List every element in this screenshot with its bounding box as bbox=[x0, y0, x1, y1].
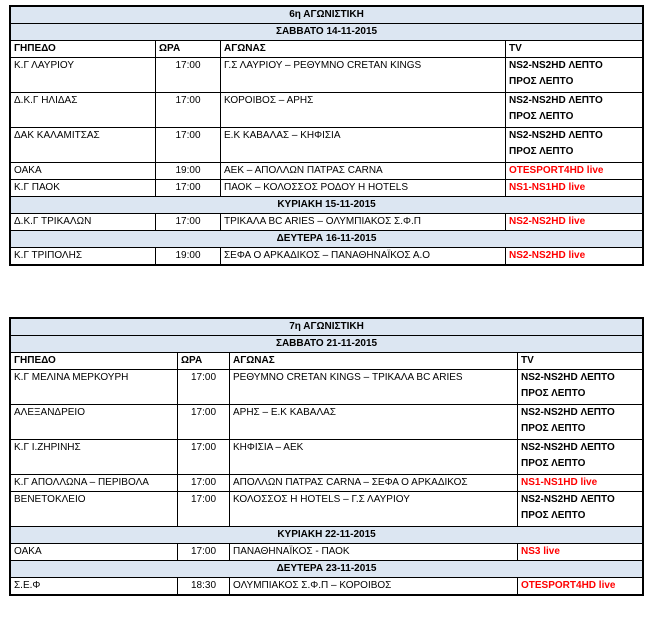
venue-cell: ΟΑΚΑ bbox=[11, 163, 156, 180]
tv-cell bbox=[518, 578, 643, 595]
table-row bbox=[11, 214, 643, 231]
tv-cell bbox=[518, 475, 643, 492]
time-cell: 17:00 bbox=[156, 214, 221, 231]
venue-cell: Δ.Κ.Γ ΗΛΙΔΑΣ bbox=[11, 93, 156, 128]
column-header-venue: ΓΗΠΕΔΟ bbox=[11, 41, 156, 58]
tv-channel: OTESPORT4HD live bbox=[521, 580, 616, 591]
time-cell: 17:00 bbox=[178, 544, 230, 561]
week7-schedule-table bbox=[10, 318, 643, 595]
day-header: ΔΕΥΤΕΡΑ 16-11-2015 bbox=[11, 231, 643, 248]
venue-cell: Κ.Γ ΠΑΟΚ bbox=[11, 180, 156, 197]
column-header-tv: TV bbox=[518, 353, 643, 370]
table-row bbox=[11, 475, 643, 492]
time-cell: 17:00 bbox=[156, 180, 221, 197]
tv-channel: OTESPORT4HD live bbox=[509, 165, 604, 176]
tv-channel: NS1-NS1HD live bbox=[509, 182, 586, 193]
tv-cell bbox=[518, 370, 643, 405]
venue-cell: ΟΑΚΑ bbox=[11, 544, 178, 561]
tv-channel: NS1-NS1HD live bbox=[521, 477, 598, 488]
day-header: ΚΥΡΙΑΚΗ 22-11-2015 bbox=[11, 527, 643, 544]
time-cell: 17:00 bbox=[178, 370, 230, 405]
tv-cell bbox=[506, 214, 643, 231]
tv-cell bbox=[518, 544, 643, 561]
tv-channel-note: ΠΡΟΣ ΛΕΠΤΟ bbox=[521, 388, 586, 399]
table-row bbox=[11, 163, 643, 180]
tv-channel: NS2-NS2HD ΛΕΠΤΟ bbox=[521, 442, 615, 453]
venue-cell: Κ.Γ ΜΕΛΙΝΑ ΜΕΡΚΟΥΡΗ bbox=[11, 370, 178, 405]
match-cell: ΚΟΛΟΣΣΟΣ Η HOTELS – Γ.Σ ΛΑΥΡΙΟΥ bbox=[230, 492, 518, 527]
match-cell: ΚΗΦΙΣΙΑ – ΑΕΚ bbox=[230, 440, 518, 475]
day-header: ΣΑΒΒΑΤΟ 21-11-2015 bbox=[11, 336, 643, 353]
tv-cell bbox=[506, 248, 643, 265]
tv-cell bbox=[518, 492, 643, 527]
match-cell: ΠΑΝΑΘΗΝΑΪΚΟΣ - ΠΑΟΚ bbox=[230, 544, 518, 561]
tv-channel: NS2-NS2HD ΛΕΠΤΟ bbox=[521, 407, 615, 418]
match-cell: ΤΡΙΚΑΛΑ BC ARIES – ΟΛΥΜΠΙΑΚΟΣ Σ.Φ.Π bbox=[221, 214, 506, 231]
tv-cell bbox=[506, 93, 643, 128]
time-cell: 19:00 bbox=[156, 248, 221, 265]
table-row bbox=[11, 248, 643, 265]
time-cell: 17:00 bbox=[156, 93, 221, 128]
day-header: ΚΥΡΙΑΚΗ 15-11-2015 bbox=[11, 197, 643, 214]
tv-cell bbox=[506, 128, 643, 163]
tv-channel: NS3 live bbox=[521, 546, 560, 557]
table-row bbox=[11, 180, 643, 197]
venue-cell: Κ.Γ ΛΑΥΡΙΟΥ bbox=[11, 58, 156, 93]
tv-channel-note: ΠΡΟΣ ΛΕΠΤΟ bbox=[509, 76, 574, 87]
table-row bbox=[11, 578, 643, 595]
tv-channel: NS2-NS2HD ΛΕΠΤΟ bbox=[521, 494, 615, 505]
time-cell: 17:00 bbox=[178, 440, 230, 475]
tv-channel-note: ΠΡΟΣ ΛΕΠΤΟ bbox=[509, 146, 574, 157]
venue-cell: Σ.Ε.Φ bbox=[11, 578, 178, 595]
match-cell: Ε.Κ ΚΑΒΑΛΑΣ – ΚΗΦΙΣΙΑ bbox=[221, 128, 506, 163]
table-row bbox=[11, 58, 643, 93]
venue-cell: Κ.Γ ΤΡΙΠΟΛΗΣ bbox=[11, 248, 156, 265]
day-header: ΣΑΒΒΑΤΟ 14-11-2015 bbox=[11, 24, 643, 41]
column-header-venue: ΓΗΠΕΔΟ bbox=[11, 353, 178, 370]
venue-cell: ΑΛΕΞΑΝΔΡΕΙΟ bbox=[11, 405, 178, 440]
tv-cell bbox=[518, 405, 643, 440]
venue-cell: ΒΕΝΕΤΟΚΛΕΙΟ bbox=[11, 492, 178, 527]
venue-cell: Δ.Κ.Γ ΤΡΙΚΑΛΩΝ bbox=[11, 214, 156, 231]
tv-channel-note: ΠΡΟΣ ΛΕΠΤΟ bbox=[521, 510, 586, 521]
column-header-match: ΑΓΩΝΑΣ bbox=[221, 41, 506, 58]
tv-cell bbox=[506, 58, 643, 93]
column-header-time: ΩΡΑ bbox=[156, 41, 221, 58]
tv-cell bbox=[506, 163, 643, 180]
match-cell: ΑΡΗΣ – Ε.Κ ΚΑΒΑΛΑΣ bbox=[230, 405, 518, 440]
match-cell: ΟΛΥΜΠΙΑΚΟΣ Σ.Φ.Π – ΚΟΡΟΙΒΟΣ bbox=[230, 578, 518, 595]
tv-cell bbox=[506, 180, 643, 197]
table-row bbox=[11, 405, 643, 440]
time-cell: 18:30 bbox=[178, 578, 230, 595]
tv-cell bbox=[518, 440, 643, 475]
time-cell: 17:00 bbox=[178, 405, 230, 440]
table-row bbox=[11, 93, 643, 128]
tv-channel: NS2-NS2HD ΛΕΠΤΟ bbox=[509, 60, 603, 71]
column-header-tv: TV bbox=[506, 41, 643, 58]
time-cell: 17:00 bbox=[178, 475, 230, 492]
match-cell: ΡΕΘΥΜΝΟ CRETAN KINGS – ΤΡΙΚΑΛΑ BC ARIES bbox=[230, 370, 518, 405]
tv-channel: NS2-NS2HD ΛΕΠΤΟ bbox=[509, 95, 603, 106]
time-cell: 19:00 bbox=[156, 163, 221, 180]
tv-channel-note: ΠΡΟΣ ΛΕΠΤΟ bbox=[509, 111, 574, 122]
table-row bbox=[11, 128, 643, 163]
day-header: ΔΕΥΤΕΡΑ 23-11-2015 bbox=[11, 561, 643, 578]
table-row bbox=[11, 544, 643, 561]
week6-schedule-table bbox=[10, 6, 643, 265]
tv-channel: NS2-NS2HD live bbox=[509, 250, 586, 261]
match-cell: ΚΟΡΟΙΒΟΣ – ΑΡΗΣ bbox=[221, 93, 506, 128]
match-cell: ΑΕΚ – ΑΠΟΛΛΩΝ ΠΑΤΡΑΣ CARNA bbox=[221, 163, 506, 180]
table-row bbox=[11, 440, 643, 475]
column-header-time: ΩΡΑ bbox=[178, 353, 230, 370]
time-cell: 17:00 bbox=[156, 128, 221, 163]
match-cell: ΑΠΟΛΛΩΝ ΠΑΤΡΑΣ CARNA – ΣΕΦΑ Ο ΑΡΚΑΔΙΚΟΣ bbox=[230, 475, 518, 492]
tv-channel: NS2-NS2HD live bbox=[509, 216, 586, 227]
round-title: 6η ΑΓΩΝΙΣΤΙΚΗ bbox=[11, 7, 643, 24]
venue-cell: Κ.Γ ΑΠΟΛΛΩΝΑ – ΠΕΡΙΒΟΛΑ bbox=[11, 475, 178, 492]
match-cell: ΠΑΟΚ – ΚΟΛΟΣΣΟΣ ΡΟΔΟΥ Η HOTELS bbox=[221, 180, 506, 197]
tv-channel: NS2-NS2HD ΛΕΠΤΟ bbox=[509, 130, 603, 141]
match-cell: Γ.Σ ΛΑΥΡΙΟΥ – ΡΕΘΥΜΝΟ CRETAN KINGS bbox=[221, 58, 506, 93]
venue-cell: ΔΑΚ ΚΑΛΑΜΙΤΣΑΣ bbox=[11, 128, 156, 163]
tv-channel-note: ΠΡΟΣ ΛΕΠΤΟ bbox=[521, 423, 586, 434]
tv-channel: NS2-NS2HD ΛΕΠΤΟ bbox=[521, 372, 615, 383]
venue-cell: Κ.Γ Ι.ΖΗΡΙΝΗΣ bbox=[11, 440, 178, 475]
table-row bbox=[11, 370, 643, 405]
tv-channel-note: ΠΡΟΣ ΛΕΠΤΟ bbox=[521, 458, 586, 469]
column-header-match: ΑΓΩΝΑΣ bbox=[230, 353, 518, 370]
table-row bbox=[11, 492, 643, 527]
time-cell: 17:00 bbox=[178, 492, 230, 527]
round-title: 7η ΑΓΩΝΙΣΤΙΚΗ bbox=[11, 319, 643, 336]
time-cell: 17:00 bbox=[156, 58, 221, 93]
match-cell: ΣΕΦΑ Ο ΑΡΚΑΔΙΚΟΣ – ΠΑΝΑΘΗΝΑΪΚΟΣ Α.Ο bbox=[221, 248, 506, 265]
